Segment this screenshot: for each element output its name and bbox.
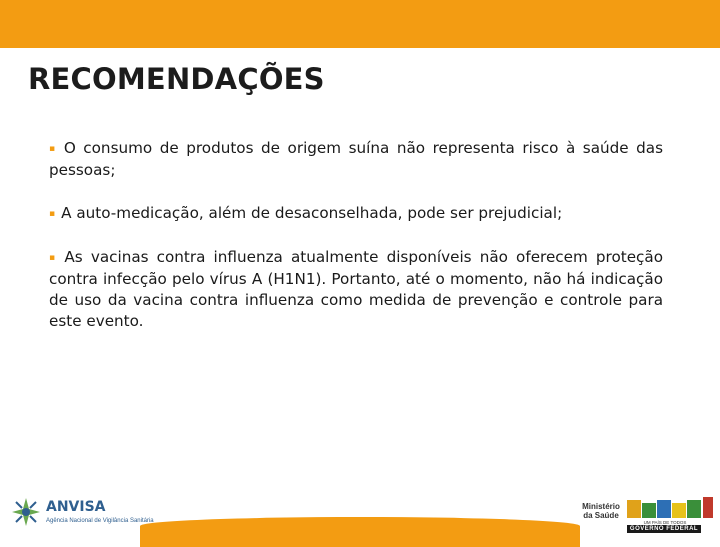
brasil-wordmark-icon <box>627 497 715 525</box>
footer-bar <box>140 517 580 547</box>
anvisa-logo <box>10 496 154 532</box>
bullet-icon: ▪ <box>49 209 56 219</box>
paragraph-text: As vacinas contra influenza atualmente disponíveis não oferecem proteção contra infecção pelo vírus A (H1N1). Portanto, até o momento, não há indicação de uso da vacina contra influenza como medida de prevenção e controle para este evento. <box>49 248 663 330</box>
anvisa-name: ANVISA <box>46 499 106 515</box>
bullet-icon: ▪ <box>49 144 58 154</box>
governo-federal-label: GOVERNO FEDERAL <box>627 525 701 533</box>
paragraph-text: O consumo de produtos de origem suína não representa risco à saúde das pessoas; <box>49 139 663 179</box>
bullet-icon: ▪ <box>49 253 59 263</box>
anvisa-mark-icon <box>10 496 42 528</box>
brasil-logo <box>627 497 715 533</box>
slide-body <box>49 138 663 354</box>
paragraph-text: A auto-medicação, além de desaconselhada, pode ser prejudicial; <box>61 204 563 222</box>
bullet-paragraph <box>49 138 663 181</box>
anvisa-subtitle: Agência Nacional de Vigilância Sanitária <box>46 518 154 524</box>
ministerio-saude-logo <box>578 502 624 520</box>
footer <box>0 488 720 540</box>
brasil-tagline: UM PAÍS DE TODOS <box>643 520 687 525</box>
header-bar <box>0 0 720 48</box>
bullet-paragraph <box>49 203 663 225</box>
bullet-paragraph <box>49 247 663 332</box>
ministerio-line1: Ministério <box>582 502 620 511</box>
slide-title: RECOMENDAÇÕES <box>28 62 325 96</box>
ministerio-line2: da Saúde <box>583 511 619 520</box>
